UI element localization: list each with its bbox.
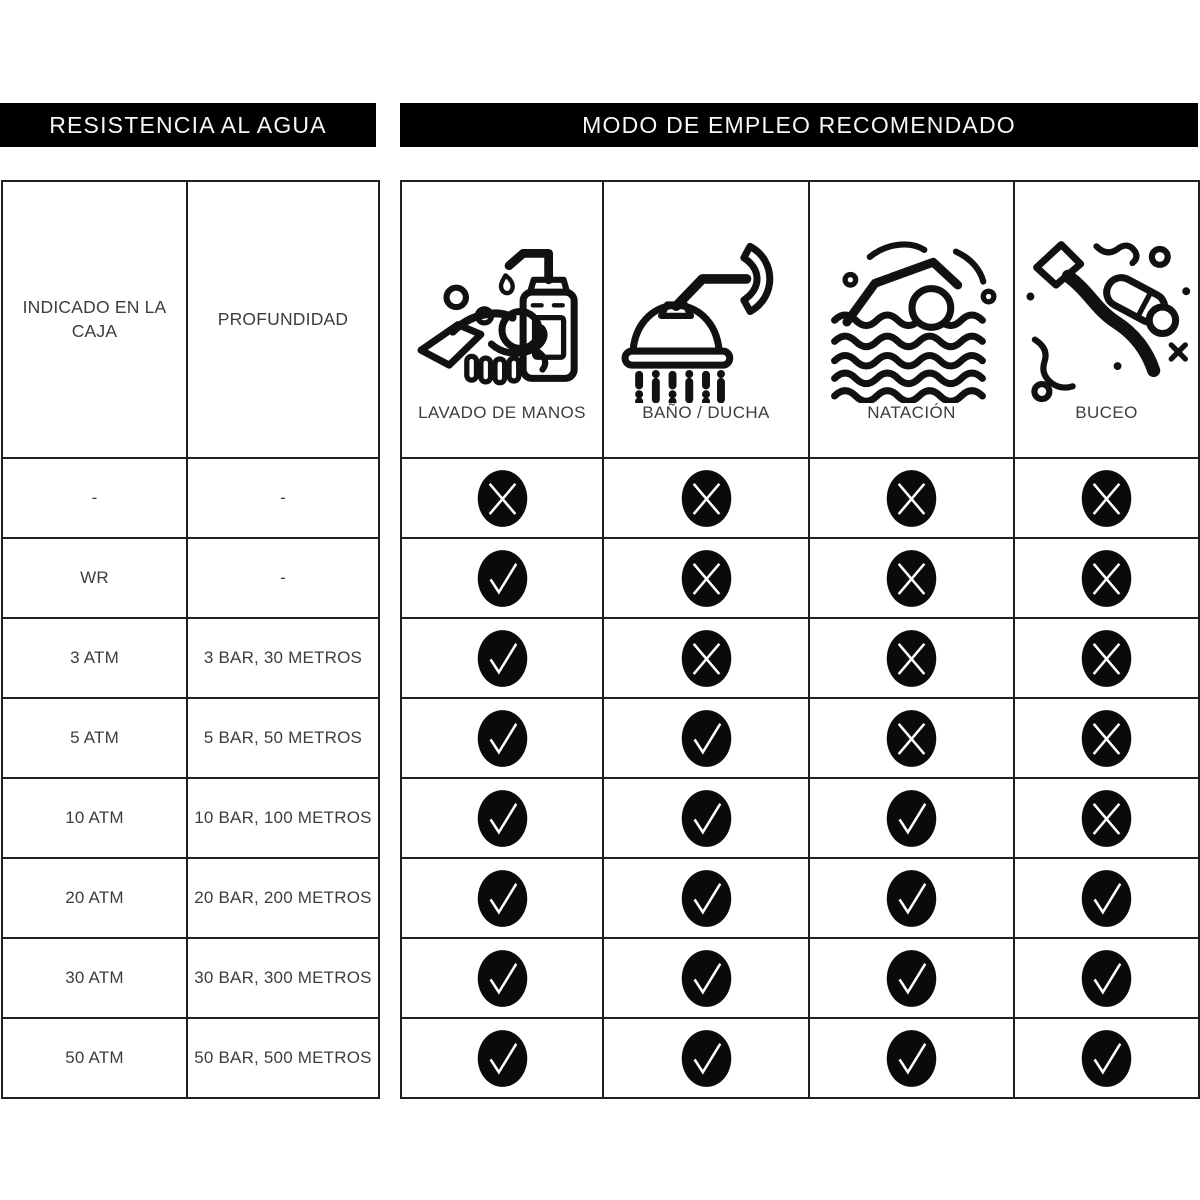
usage-row <box>401 778 1199 858</box>
diving-icon <box>1019 227 1195 403</box>
cross-icon <box>1079 548 1134 609</box>
activity-label: NATACIÓN <box>867 403 956 422</box>
mark-cell <box>401 458 603 538</box>
handwash-icon <box>414 227 590 403</box>
profundidad-value: 5 BAR, 50 METROS <box>187 698 379 778</box>
cross-icon <box>884 708 939 769</box>
left-header-bar <box>0 103 376 147</box>
mark-cell <box>401 538 603 618</box>
mark-cell <box>603 938 809 1018</box>
mark-cell <box>401 1018 603 1098</box>
mark-cell <box>401 778 603 858</box>
caja-value: 30 ATM <box>2 938 187 1018</box>
cross-icon <box>884 628 939 689</box>
check-icon <box>679 948 734 1009</box>
activity-diving <box>1014 181 1199 458</box>
mark-cell <box>809 458 1014 538</box>
caja-value: 3 ATM <box>2 618 187 698</box>
cross-icon <box>1079 628 1134 689</box>
mark-cell <box>603 1018 809 1098</box>
mark-cell <box>401 938 603 1018</box>
caja-value: 20 ATM <box>2 858 187 938</box>
shower-icon <box>618 227 794 403</box>
table-row <box>2 858 379 938</box>
table-row <box>2 778 379 858</box>
cross-icon <box>475 468 530 529</box>
caja-value: - <box>2 458 187 538</box>
activity-label: LAVADO DE MANOS <box>418 403 586 422</box>
mark-cell <box>401 858 603 938</box>
check-icon <box>475 948 530 1009</box>
table-row <box>2 458 379 538</box>
mark-cell <box>1014 458 1199 538</box>
table-row <box>2 618 379 698</box>
cross-icon <box>1079 468 1134 529</box>
activity-label: BUCEO <box>1075 403 1138 422</box>
check-icon <box>475 788 530 849</box>
check-icon <box>679 1028 734 1089</box>
check-icon <box>884 948 939 1009</box>
usage-row <box>401 538 1199 618</box>
cross-icon <box>884 548 939 609</box>
cross-icon <box>679 468 734 529</box>
check-icon <box>475 868 530 929</box>
mark-cell <box>809 778 1014 858</box>
cross-icon <box>1079 708 1134 769</box>
swimming-icon <box>824 227 1000 403</box>
mark-cell <box>603 538 809 618</box>
usage-row <box>401 938 1199 1018</box>
mark-cell <box>603 458 809 538</box>
mark-cell <box>1014 778 1199 858</box>
table-row <box>2 938 379 1018</box>
cross-icon <box>679 628 734 689</box>
column-header-caja: INDICADO EN LA CAJA <box>2 181 187 458</box>
table-header-row <box>2 181 379 458</box>
mark-cell <box>809 698 1014 778</box>
profundidad-value: - <box>187 458 379 538</box>
table-row <box>2 538 379 618</box>
profundidad-value: 20 BAR, 200 METROS <box>187 858 379 938</box>
mark-cell <box>809 1018 1014 1098</box>
usage-row <box>401 1018 1199 1098</box>
activity-shower <box>603 181 809 458</box>
table-row <box>2 698 379 778</box>
check-icon <box>475 628 530 689</box>
mark-cell <box>603 858 809 938</box>
activity-handwash <box>401 181 603 458</box>
mark-cell <box>809 618 1014 698</box>
check-icon <box>1079 948 1134 1009</box>
usage-row <box>401 858 1199 938</box>
check-icon <box>475 708 530 769</box>
check-icon <box>884 868 939 929</box>
profundidad-value: 10 BAR, 100 METROS <box>187 778 379 858</box>
caja-value: WR <box>2 538 187 618</box>
profundidad-value: 30 BAR, 300 METROS <box>187 938 379 1018</box>
check-icon <box>1079 868 1134 929</box>
activity-swimming <box>809 181 1014 458</box>
check-icon <box>1079 1028 1134 1089</box>
check-icon <box>679 708 734 769</box>
profundidad-value: 50 BAR, 500 METROS <box>187 1018 379 1098</box>
profundidad-value: 3 BAR, 30 METROS <box>187 618 379 698</box>
right-header-bar <box>400 103 1198 147</box>
mark-cell <box>1014 538 1199 618</box>
resistance-table <box>1 180 380 1099</box>
cross-icon <box>679 548 734 609</box>
caja-value: 10 ATM <box>2 778 187 858</box>
check-icon <box>679 868 734 929</box>
caja-value: 50 ATM <box>2 1018 187 1098</box>
mark-cell <box>1014 858 1199 938</box>
column-header-profundidad: PROFUNDIDAD <box>187 181 379 458</box>
mark-cell <box>1014 698 1199 778</box>
check-icon <box>884 788 939 849</box>
usage-row <box>401 458 1199 538</box>
caja-value: 5 ATM <box>2 698 187 778</box>
check-icon <box>475 548 530 609</box>
cross-icon <box>884 468 939 529</box>
usage-row <box>401 698 1199 778</box>
mark-cell <box>1014 618 1199 698</box>
mark-cell <box>603 698 809 778</box>
mark-cell <box>603 778 809 858</box>
mark-cell <box>809 858 1014 938</box>
mark-cell <box>603 618 809 698</box>
profundidad-value: - <box>187 538 379 618</box>
mark-cell <box>809 938 1014 1018</box>
left-header-title: RESISTENCIA AL AGUA <box>49 111 327 138</box>
cross-icon <box>1079 788 1134 849</box>
usage-table <box>400 180 1200 1099</box>
mark-cell <box>1014 938 1199 1018</box>
right-header-title: MODO DE EMPLEO RECOMENDADO <box>582 111 1016 138</box>
check-icon <box>679 788 734 849</box>
mark-cell <box>401 618 603 698</box>
usage-row <box>401 618 1199 698</box>
mark-cell <box>1014 1018 1199 1098</box>
check-icon <box>475 1028 530 1089</box>
check-icon <box>884 1028 939 1089</box>
mark-cell <box>401 698 603 778</box>
table-row <box>2 1018 379 1098</box>
activity-header-row <box>401 181 1199 458</box>
activity-label: BAÑO / DUCHA <box>642 403 770 422</box>
mark-cell <box>809 538 1014 618</box>
